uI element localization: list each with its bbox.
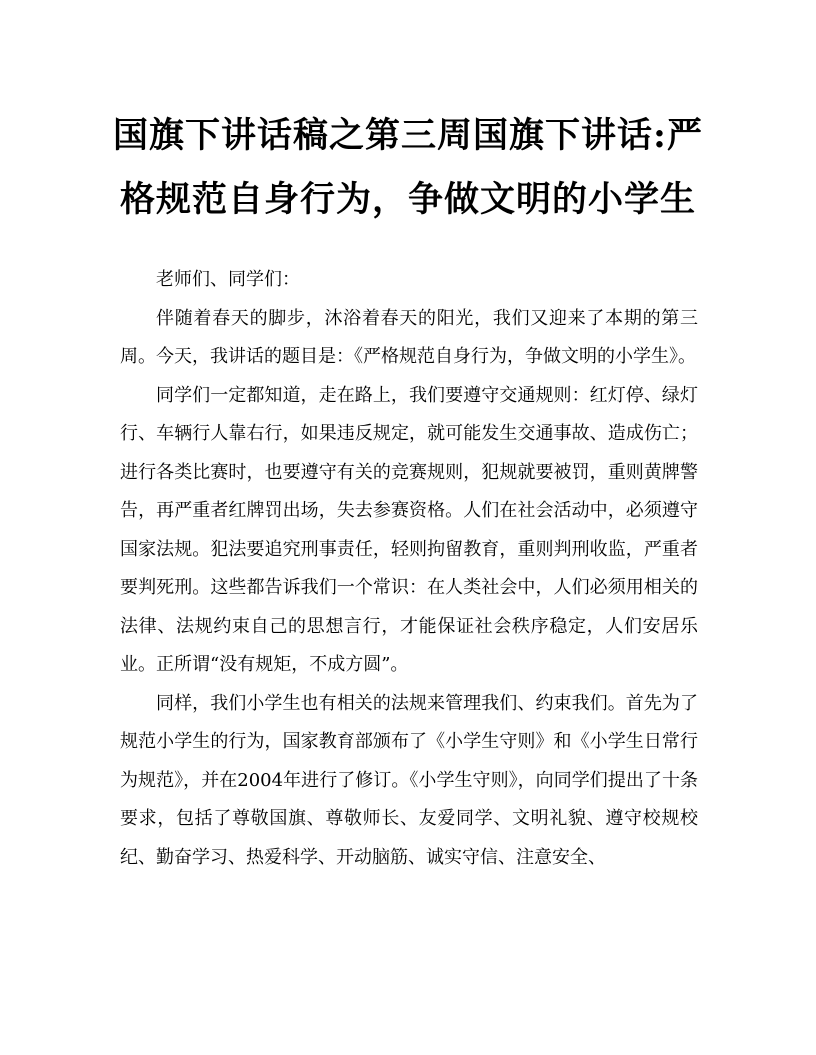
paragraph-intro: 伴随着春天的脚步，沐浴着春天的阳光，我们又迎来了本期的第三周。今天，我讲话的题目是：《严格规范自身行为，争做文明的小学生》。 <box>120 307 698 367</box>
document-title: 国旗下讲话稿之第三周国旗下讲话:严格规范自身行为，争做文明的小学生 <box>113 115 703 220</box>
paragraph-student-rules: 同样，我们小学生也有相关的法规来管理我们、约束我们。首先为了规范小学生的行为，国家教育部颁布了《小学生守则》和《小学生日常行为规范》，并在2004年进行了修订。《小学生守则》，向同学们提出了十条要求，包括了尊敬国旗、尊敬师长、友爱同学、文明礼貌、遵守校规校纪、勤奋学习、热爱科学、开动脑筋、诚实守信、注意安全、 <box>120 692 698 868</box>
document-body <box>120 261 698 877</box>
paragraph-greeting: 老师们、同学们： <box>156 269 300 290</box>
paragraph-rules: 同学们一定都知道，走在路上，我们要遵守交通规则：红灯停、绿灯行、车辆行人靠右行，如果违反规定，就可能发生交通事故、造成伤亡；进行各类比赛时，也要遵守有关的竞赛规则，犯规就要被罚，重则黄牌警告，再严重者红牌罚出场，失去参赛资格。人们在社会活动中，必须遵守国家法规。犯法要追究刑事责任，轻则拘留教育，重则判刑收监，严重者要判死刑。这些都告诉我们一个常识：在人类社会中，人们必须用相关的法律、法规约束自己的思想言行，才能保证社会秩序稳定，人们安居乐业。正所谓“没有规矩，不成方圆”。 <box>120 384 698 675</box>
